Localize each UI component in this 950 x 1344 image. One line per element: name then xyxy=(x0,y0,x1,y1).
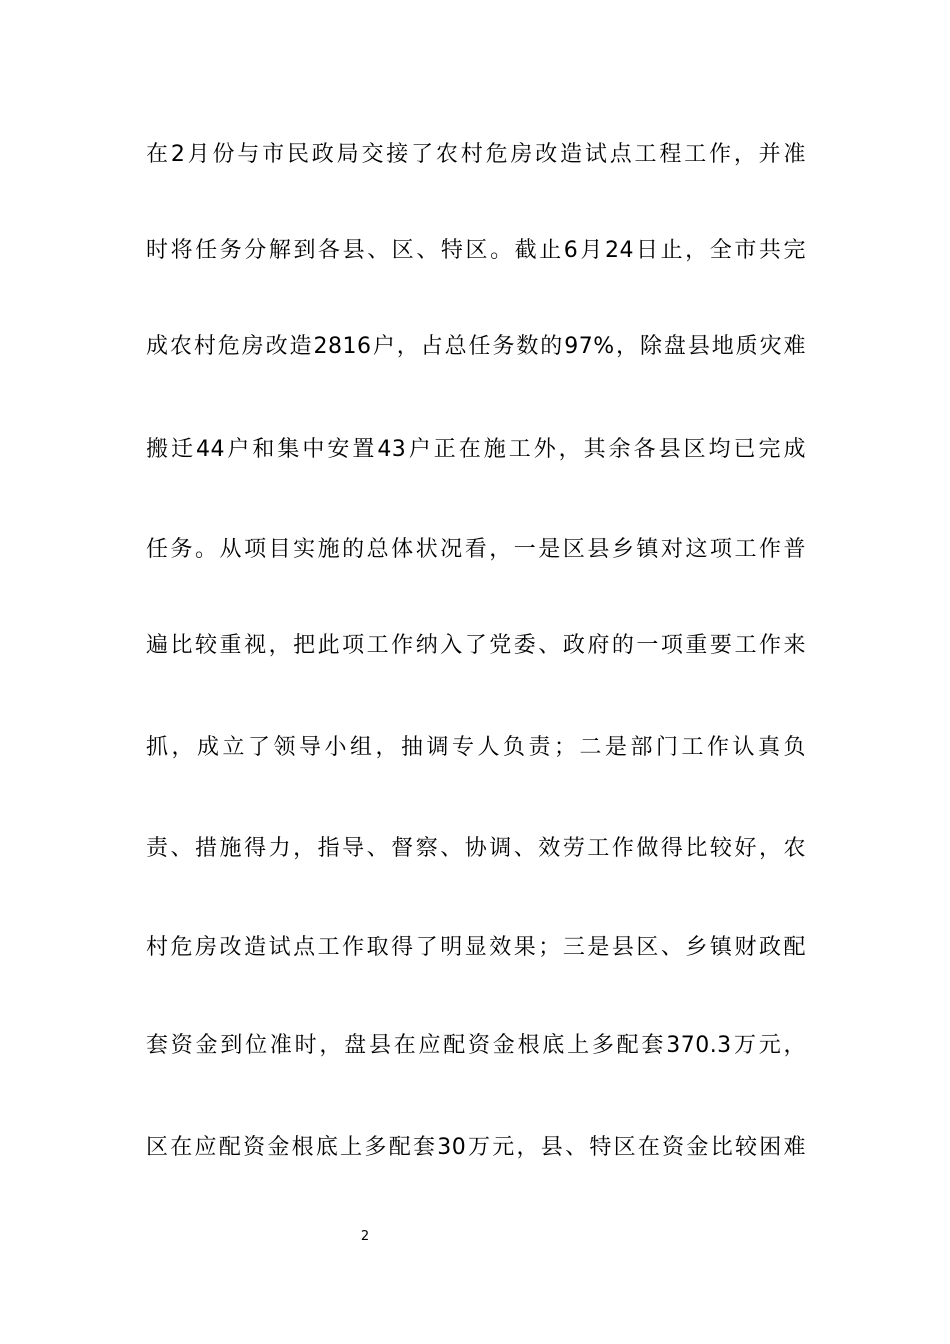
body-text-line-8: 责、措施得力，指导、督察、协调、效劳工作做得比较好，农 xyxy=(146,836,806,861)
body-text-line-2: 时将任务分解到各县、区、特区。截止6月24日止，全市共完 xyxy=(146,238,806,263)
body-text-line-1: 在2月份与市民政局交接了农村危房改造试点工程工作，并准 xyxy=(146,142,806,167)
body-text-line-11: 区在应配资金根底上多配套30万元，县、特区在资金比较困难 xyxy=(146,1135,806,1160)
body-text-line-9: 村危房改造试点工作取得了明显效果；三是县区、乡镇财政配 xyxy=(146,935,806,960)
body-text-line-6: 遍比较重视，把此项工作纳入了党委、政府的一项重要工作来 xyxy=(146,633,806,658)
body-text-line-7: 抓，成立了领导小组，抽调专人负责；二是部门工作认真负 xyxy=(146,735,806,760)
body-text-line-5: 任务。从项目实施的总体状况看，一是区县乡镇对这项工作普 xyxy=(146,537,806,562)
page-number: 2 xyxy=(360,1229,370,1244)
body-text-line-10: 套资金到位准时，盘县在应配资金根底上多配套370.3万元， xyxy=(146,1033,806,1058)
body-text-line-3: 成农村危房改造2816户，占总任务数的97%，除盘县地质灾难 xyxy=(146,334,806,359)
body-text-line-4: 搬迁44户和集中安置43户正在施工外，其余各县区均已完成 xyxy=(146,437,806,462)
